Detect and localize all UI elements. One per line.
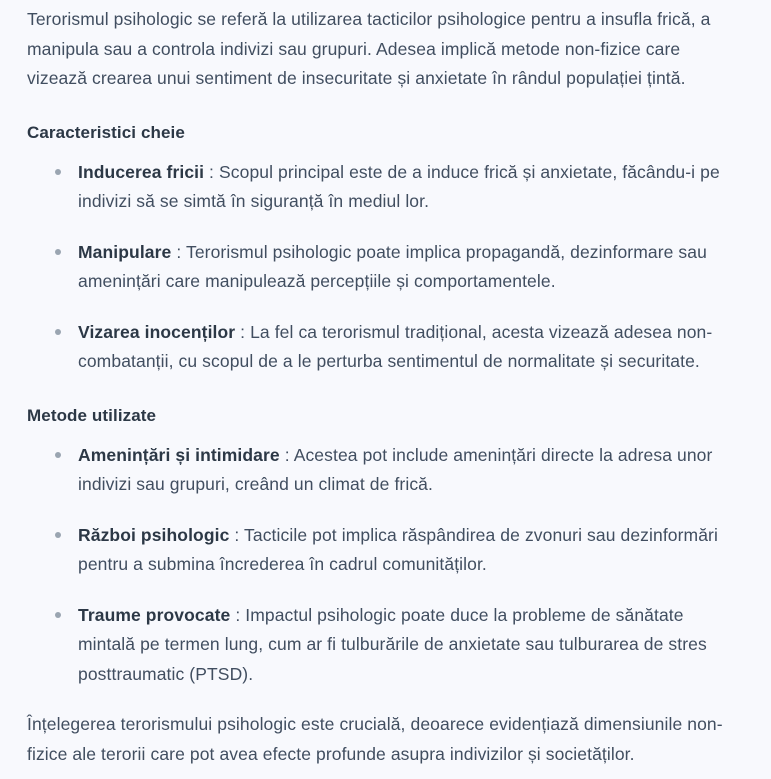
list-item [78,318,743,377]
term-separator: : [229,524,245,545]
term-separator: : [171,241,186,262]
bullet-icon [55,452,61,458]
item-text: Tacticile pot implica răspândirea de zvonuri sau dezinformări pentru a submina încrederea în cadrul comunităților. [78,524,718,574]
list-item [78,158,743,217]
item-text: Scopul principal este de a induce frică și anxietate, făcându-i pe indivizi să se simtă în siguranță în mediul lor. [78,161,720,211]
item-text: La fel ca terorismul tradițional, acesta vizează adesea non-combatanții, cu scopul de a le perturba sentimentul de normalitate și securitate. [78,321,713,371]
bullet-icon [55,329,61,335]
section-heading-metode-utilizate: Metode utilizate [27,405,157,425]
term-separator: : [204,161,219,182]
bullet-icon [55,612,61,618]
bullet-icon [55,532,61,538]
term-label: Amenințări și intimidare [78,444,280,465]
term-separator: : [235,321,251,342]
term-label: Manipulare [78,241,172,262]
bullet-list-caracteristici [27,158,743,377]
list-item [78,441,743,500]
list-item [78,521,743,580]
term-separator: : [279,444,294,465]
section-heading-caracteristici-cheie: Caracteristici cheie [27,122,185,142]
item-text: Impactul psihologic poate duce la probleme de sănătate mintală pe termen lung, cum ar fi tulburările de anxietate sau tulburarea de stres posttraumatic (PTSD). [78,604,707,684]
list-item [78,238,743,297]
outro-paragraph: Înțelegerea terorismului psihologic este crucială, deoarece evidențiază dimensiunile non-fizice ale terorii care pot avea efecte profunde asupra indivizilor și societăților. [27,714,723,764]
term-label: Război psihologic [78,524,230,545]
bullet-icon [55,169,61,175]
term-label: Inducerea fricii [78,161,205,182]
term-separator: : [230,604,246,625]
term-label: Traume provocate [78,604,231,625]
intro-paragraph: Terorismul psihologic se referă la utilizarea tacticilor psihologice pentru a insufla frică, a manipula sau a controla indivizi sau grupuri. Adesea implică metode non-fizice care vizează crearea unui sentiment de insecuritate și anxietate în rândul populației țintă. [27,9,711,88]
bullet-list-metode [27,441,743,690]
term-label: Vizarea inocenților [78,321,236,342]
item-text: Acestea pot include amenințări directe la adresa unor indivizi sau grupuri, creând un climat de frică. [78,444,713,494]
item-text: Terorismul psihologic poate implica propagandă, dezinformare sau amenințări care manipulează percepțiile și comportamentele. [78,241,707,291]
bullet-icon [55,249,61,255]
list-item [78,601,743,690]
